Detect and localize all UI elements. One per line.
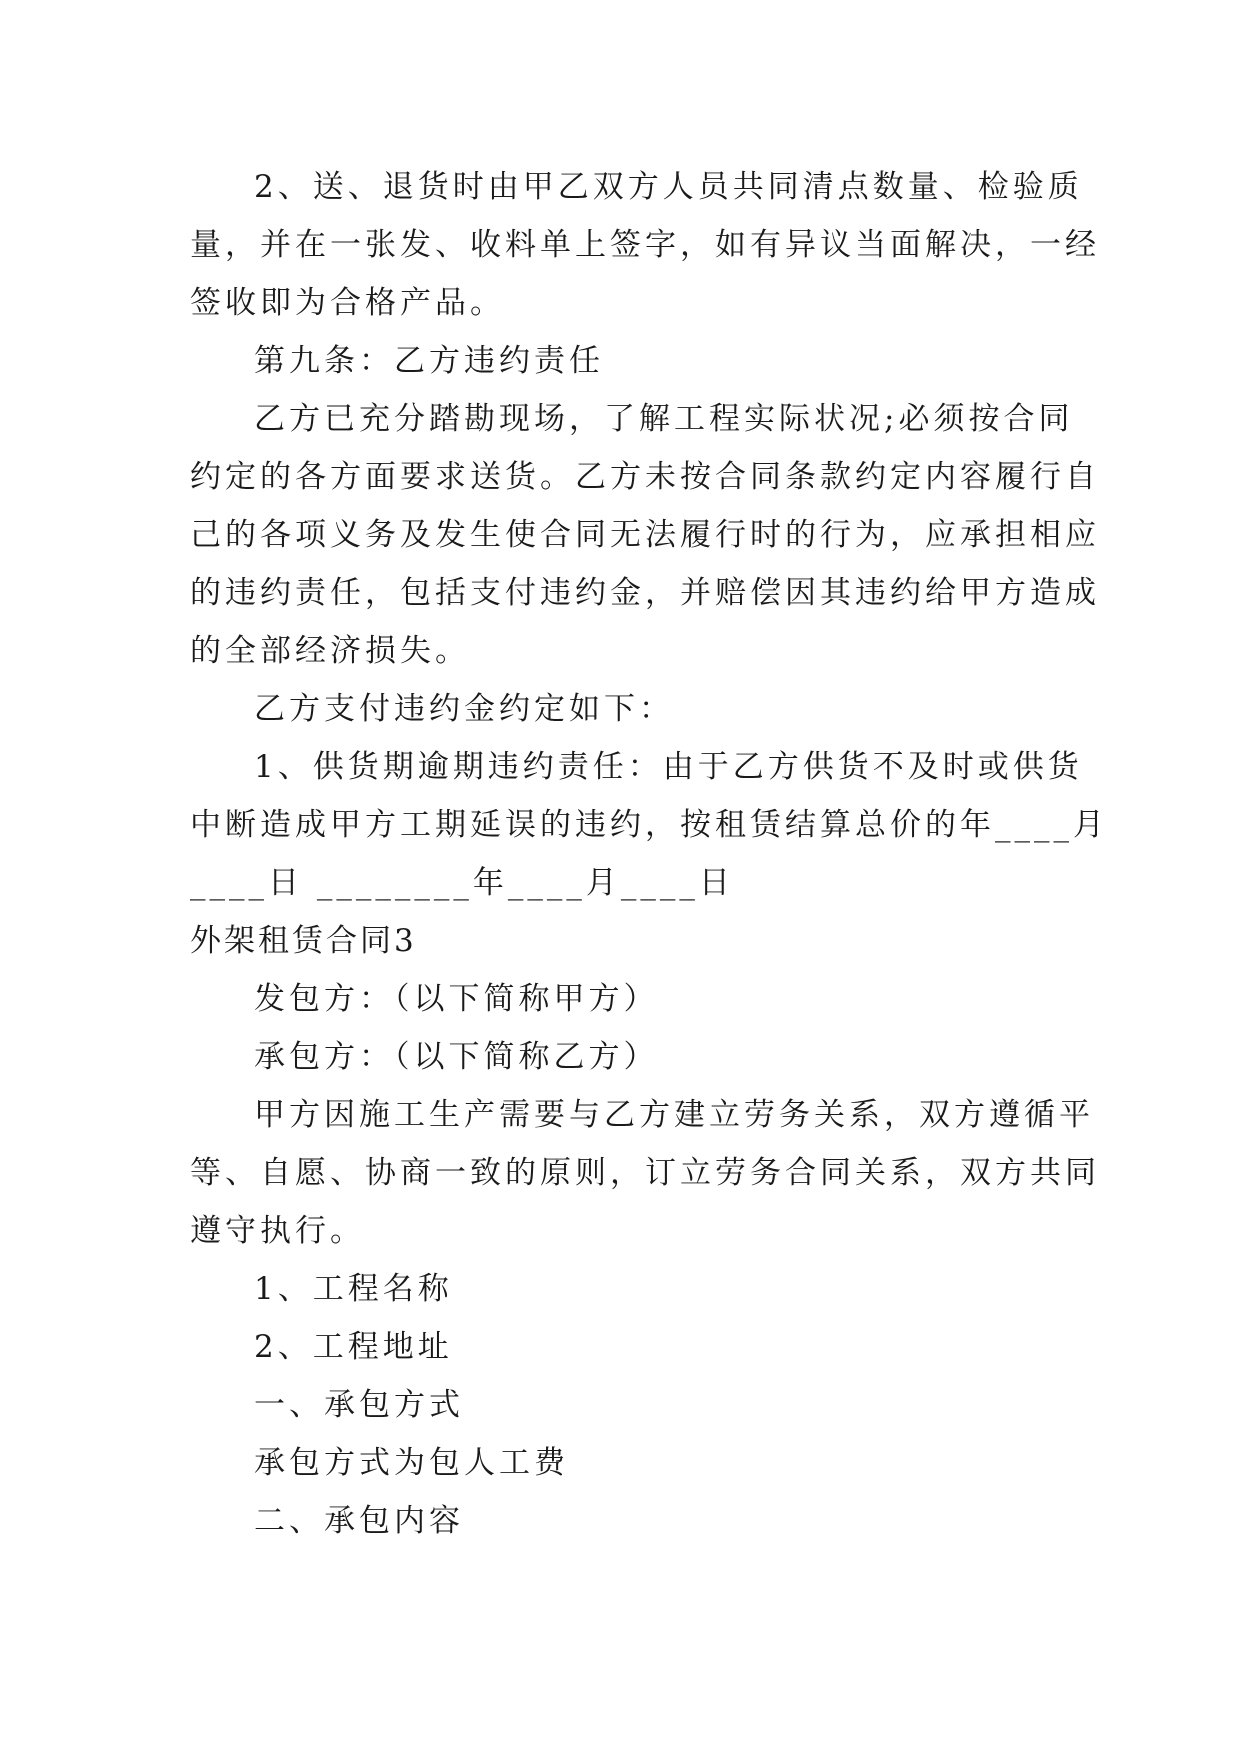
document-page	[190, 158, 1108, 1550]
text-line: 签收即为合格产品。	[190, 285, 505, 321]
text-line: 一、承包方式	[254, 1387, 464, 1423]
text-line: ____日 ________年____月____日	[190, 865, 734, 901]
paragraph-contract-method	[190, 1434, 1050, 1492]
text-line: 2、工程地址	[254, 1329, 453, 1365]
text-line: 发包方：（以下简称甲方）	[254, 981, 659, 1017]
party-b-line	[190, 1028, 1050, 1086]
text-line: 2、送、退货时由甲乙双方人员共同清点数量、检验质	[254, 169, 1083, 205]
paragraph-breach-liability	[190, 390, 1100, 680]
text-line: 中断造成甲方工期延误的违约，按租赁结算总价的年____月	[190, 807, 1108, 843]
section-heading-contract-method	[190, 1376, 1050, 1434]
paragraph-delivery-inspection	[190, 158, 1100, 332]
paragraph-labor-relation	[190, 1086, 1100, 1260]
item-project-name	[190, 1260, 1050, 1318]
text-line: 等、自愿、协商一致的原则，订立劳务合同关系，双方共同	[190, 1155, 1100, 1191]
paragraph-penalty-intro	[190, 680, 1050, 738]
text-line: 承包方：（以下简称乙方）	[254, 1039, 659, 1075]
contract-title	[190, 912, 1050, 970]
party-a-line	[190, 970, 1050, 1028]
text-line: 约定的各方面要求送货。乙方未按合同条款约定内容履行自	[190, 459, 1100, 495]
text-line: 第九条：乙方违约责任	[254, 343, 604, 379]
article-heading-breach	[190, 332, 1050, 390]
text-line: 二、承包内容	[254, 1503, 464, 1539]
text-line: 乙方已充分踏勘现场，了解工程实际状况;必须按合同	[254, 401, 1074, 437]
text-line: 乙方支付违约金约定如下：	[254, 691, 674, 727]
text-line: 1、工程名称	[254, 1271, 453, 1307]
item-project-address	[190, 1318, 1050, 1376]
text-line: 遵守执行。	[190, 1213, 365, 1249]
text-line: 量，并在一张发、收料单上签字，如有异议当面解决，一经	[190, 227, 1100, 263]
text-line: 的全部经济损失。	[190, 633, 470, 669]
text-line: 的违约责任，包括支付违约金，并赔偿因其违约给甲方造成	[190, 575, 1100, 611]
paragraph-delay-penalty	[190, 738, 1108, 912]
section-heading-contract-content	[190, 1492, 1050, 1550]
text-line: 己的各项义务及发生使合同无法履行时的行为，应承担相应	[190, 517, 1100, 553]
text-line: 承包方式为包人工费	[254, 1445, 569, 1481]
text-line: 甲方因施工生产需要与乙方建立劳务关系，双方遵循平	[254, 1097, 1094, 1133]
text-line: 1、供货期逾期违约责任：由于乙方供货不及时或供货	[254, 749, 1083, 785]
text-line: 外架租赁合同3	[190, 923, 417, 959]
